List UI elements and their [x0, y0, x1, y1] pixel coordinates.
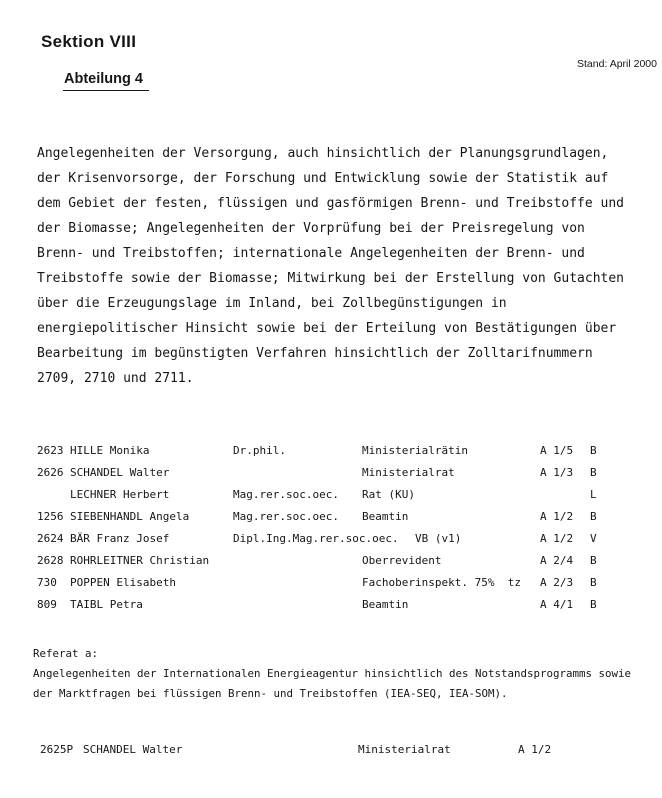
referat-section [33, 644, 653, 704]
staff-status: B [590, 510, 597, 523]
referat-line: der Marktfragen bei flüssigen Brenn- und Treibstoffen (IEA-SEQ, IEA-SOM). [33, 687, 508, 700]
staff-title: Mag.rer.soc.oec. [233, 510, 339, 523]
staff-position: VB (v1) [415, 532, 462, 545]
staff-position: Ministerialrätin [362, 444, 468, 457]
staff-status: B [590, 554, 597, 567]
description-line: 2709, 2710 und 2711. [37, 371, 194, 386]
staff-grade: A 2/4 [540, 554, 574, 567]
staff-grade: A 1/5 [540, 444, 574, 457]
staff-name: LECHNER Herbert [70, 488, 170, 501]
referat-line: Angelegenheiten der Internationalen Energieagentur hinsichtlich des Notstandsprogramms sowie [33, 667, 632, 680]
staff-id: 730 [37, 576, 57, 589]
staff-name: ROHRLEITNER Christian [70, 554, 210, 567]
staff-name: SCHANDEL Walter [83, 743, 183, 756]
staff-grade: A 1/2 [540, 532, 574, 545]
staff-id: 1256 [37, 510, 64, 523]
staff-title: Dr.phil. [233, 444, 286, 457]
staff-status: V [590, 532, 597, 545]
staff-id: 2625P [40, 743, 74, 756]
table-row [37, 484, 637, 506]
description-line: Brenn- und Treibstoffen; internationale Angelegenheiten der Brenn- und [37, 246, 585, 261]
staff-position: Ministerialrat [362, 466, 455, 479]
description-paragraph [37, 141, 649, 391]
staff-position: Rat (KU) [362, 488, 415, 501]
table-row [37, 550, 637, 572]
staff-status: B [590, 466, 597, 479]
staff-name: HILLE Monika [70, 444, 150, 457]
table-row [37, 462, 637, 484]
department-title: Abteilung 4 [63, 70, 149, 91]
description-line: Bearbeitung im begünstigten Verfahren hinsichtlich der Zolltarifnummern [37, 346, 593, 361]
description-line: energiepolitischer Hinsicht sowie bei der Erteilung von Bestätigungen über [37, 321, 617, 336]
staff-grade: A 2/3 [540, 576, 574, 589]
staff-position: Oberrevident [362, 554, 442, 567]
description-line: über die Erzeugungslage im Inland, bei Zollbegünstigungen in [37, 296, 507, 311]
staff-name: SIEBENHANDL Angela [70, 510, 190, 523]
staff-status: B [590, 444, 597, 457]
referat-heading: Referat a: [33, 647, 99, 660]
section-title: Sektion VIII [41, 32, 137, 51]
staff-grade: A 4/1 [540, 598, 574, 611]
staff-name: TAIBL Petra [70, 598, 143, 611]
staff-name: BÄR Franz Josef [70, 532, 170, 545]
staff-table [37, 440, 637, 616]
staff-position: Fachoberinspekt. 75% tz [362, 576, 521, 589]
staff-position: Beamtin [362, 510, 409, 523]
staff-name: POPPEN Elisabeth [70, 576, 176, 589]
description-line: Angelegenheiten der Versorgung, auch hinsichtlich der Planungsgrundlagen, [37, 146, 609, 161]
staff-status: B [590, 598, 597, 611]
staff-status: L [590, 488, 597, 501]
staff-grade: A 1/2 [518, 743, 552, 756]
status-date: Stand: April 2000 [577, 58, 657, 70]
staff-id: 2624 [37, 532, 64, 545]
staff-id: 809 [37, 598, 57, 611]
staff-position: Ministerialrat [358, 743, 451, 756]
description-line: dem Gebiet der festen, flüssigen und gasförmigen Brenn- und Treibstoffe und [37, 196, 624, 211]
staff-position: Beamtin [362, 598, 409, 611]
staff-id: 2626 [37, 466, 64, 479]
staff-grade: A 1/2 [540, 510, 574, 523]
table-row [37, 528, 637, 550]
description-line: der Krisenvorsorge, der Forschung und Entwicklung sowie der Statistik auf [37, 171, 609, 186]
table-row [37, 594, 637, 616]
table-row [37, 506, 637, 528]
staff-id: 2623 [37, 444, 64, 457]
staff-title: Mag.rer.soc.oec. [233, 488, 339, 501]
staff-id: 2628 [37, 554, 64, 567]
footer-staff-row [0, 739, 662, 761]
table-row [37, 440, 637, 462]
table-row [37, 572, 637, 594]
staff-grade: A 1/3 [540, 466, 574, 479]
description-line: Treibstoffe sowie der Biomasse; Mitwirkung bei der Erstellung von Gutachten [37, 271, 624, 286]
staff-status: B [590, 576, 597, 589]
staff-name: SCHANDEL Walter [70, 466, 170, 479]
staff-title: Dipl.Ing.Mag.rer.soc.oec. [233, 532, 399, 545]
description-line: der Biomasse; Angelegenheiten der Vorprüfung bei der Preisregelung von [37, 221, 585, 236]
